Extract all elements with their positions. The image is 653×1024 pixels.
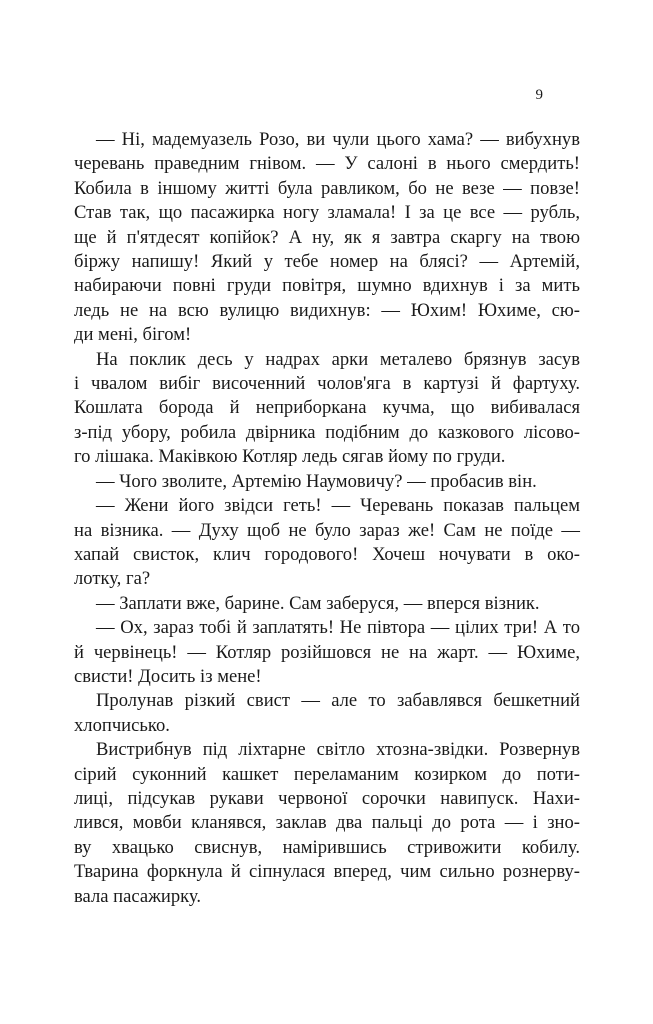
text-line: Тварина форкнула й сіпнулася вперед, чим сильно рознерву- — [74, 861, 580, 883]
text-line: Кошлата борода й неприборкана кучма, що вибивалася — [74, 397, 580, 419]
text-line: біржу напишу! Який у тебе номер на блясі? — Артемій, — [74, 251, 580, 273]
text-line: лиці, підсукав рукави червоної сорочки навипуск. Нахи- — [74, 787, 580, 809]
page-number: 9 — [535, 87, 543, 103]
text-line: і чвалом вибіг височенний чолов'яга в картузі й фартуху. — [74, 373, 580, 395]
text-line: Став так, що пасажирка ногу зламала! І за це все — рубль, — [74, 202, 580, 224]
text-line: — Заплати вже, барине. Сам заберуся, — вперся візник. — [96, 592, 540, 614]
text-line: лотку, га? — [74, 568, 151, 590]
text-line: Кобила в іншому житті була равликом, бо не везе — повзе! — [74, 177, 580, 199]
text-line: ву хвацько свиснув, намірившись стривожити кобилу. — [74, 836, 580, 858]
text-line: сірий суконний кашкет переламаним козирком до поти- — [74, 763, 580, 785]
text-line: На поклик десь у надрах арки металево брязнув засув — [96, 348, 580, 370]
text-line: й червінець! — Котляр розійшовся не на жарт. — Юхиме, — [74, 641, 580, 663]
text-line: вала пасажирку. — [74, 885, 202, 907]
text-line: — Жени його звідси геть! — Черевань показав пальцем — [96, 495, 580, 517]
text-line: на візника. — Духу щоб не було зараз же! Сам не поїде — — [74, 519, 580, 541]
text-line: — Чого зволите, Артемію Наумовичу? — пробасив він. — [96, 470, 537, 492]
text-line: лився, мовби кланявся, заклав два пальці до рота — і зно- — [74, 812, 580, 834]
text-line: го лішака. Маківкою Котляр ледь сягав йому по груди. — [74, 446, 506, 468]
text-line: хапай свисток, клич городового! Хочеш ночувати в око- — [74, 543, 580, 565]
text-line: черевань праведним гнівом. — У салоні в нього смердить! — [74, 153, 580, 175]
text-line: ледь не на всю вулицю видихнув: — Юхим! Юхиме, сю- — [74, 299, 580, 321]
text-line: ди мені, бігом! — [74, 324, 192, 346]
text-line: — Ох, зараз тобі й заплатять! Не півтора — цілих три! А то — [96, 617, 580, 639]
text-line: Пролунав різкий свист — але то забавлявся бешкетний — [96, 690, 580, 712]
text-line: хлопчисько. — [74, 714, 170, 736]
text-line: Вистрибнув під ліхтарне світло хтозна-звідки. Розвернув — [96, 739, 580, 761]
text-line: набираючи повні груди повітря, шумно вдихнув і за мить — [74, 275, 580, 297]
text-line: ще й п'ятдесят копійок? А ну, як я завтра скаргу на твою — [74, 226, 580, 248]
text-line: — Ні, мадемуазель Розо, ви чули цього хама? — вибухнув — [96, 129, 580, 150]
text-line: з-під убору, робила двірника подібним до казкового лісово- — [74, 421, 580, 443]
text-line: свисти! Досить із мене! — [74, 665, 262, 687]
body-text — [74, 128, 580, 909]
